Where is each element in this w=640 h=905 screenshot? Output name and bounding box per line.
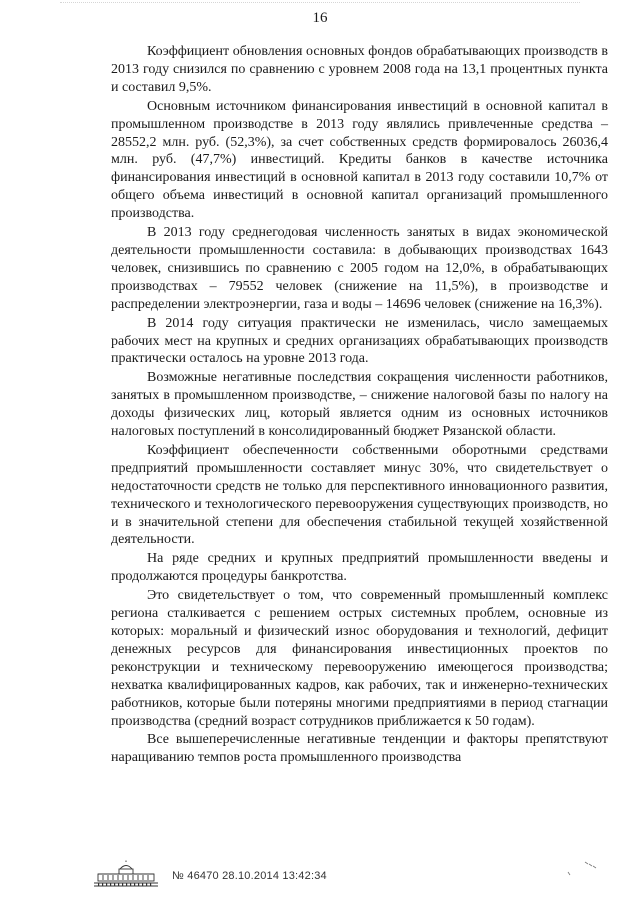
page-number: 16 (312, 10, 328, 26)
paragraph: Основным источником финансирования инвестиций в основной капитал в промышленном производстве в 2013 году являлись привлеченные средства – 28552,2 млн. руб. (52,3%), за счет собственных средств формировалось 26036,4 млн. руб. (47,7%) инвестиций. Кредиты банков в качестве источника финансирования инвестиций в основной капитал в 2013 году составили 10,7% от общего объема инвестиций в основной капитал организаций промышленного производства. (111, 98, 608, 222)
paragraph: На ряде средних и крупных предприятий промышленности введены и продолжаются процедуры банкротства. (111, 551, 608, 585)
paragraph: В 2013 году среднегодовая численность занятых в видах экономической деятельности промышленности составила: в добывающих производствах 1643 человек, снизившись по сравнению с 2005 годом на 12,0%, в обрабатывающих производствах – 79552 человек (снижение на 11,5%), в производстве и распределении электроэнергии, газа и воды – 14696 человек (снижение на 16,3%). (111, 225, 608, 312)
paragraph: Коэффициент обеспеченности собственными оборотными средствами предприятий промышленности составляет минус 30%, что свидетельствует о недостаточности средств не только для перспективного инновационного развития, технического и технологического перевооружения существующих производств, но и в значительной степени для обеспечения стабильной текущей хозяйственной деятельности. (111, 442, 608, 548)
paragraph: Возможные негативные последствия сокращения численности работников, занятых в промышленном производстве, – снижение налоговой базы по налогу на доходы физических лиц, который является одним из основных источников налоговых поступлений в консолидированный бюджет Рязанской области. (111, 370, 608, 440)
scan-edge-marks (60, 2, 580, 7)
paragraph: В 2014 году ситуация практически не изменилась, число замещаемых рабочих мест на крупных и средних организациях обрабатывающих производств практически осталось на уровне 2013 года. (111, 315, 608, 367)
paragraph: Все вышеперечисленные негативные тенденции и факторы препятствуют наращиванию темпов роста промышленного производства (111, 732, 608, 766)
registration-footer (90, 858, 327, 888)
building-stamp-icon (90, 860, 162, 888)
scan-corner-marks (565, 858, 605, 878)
registration-number: № 46470 28.10.2014 13:42:34 (172, 870, 327, 882)
document-body (111, 43, 608, 767)
paragraph: Коэффициент обновления основных фондов обрабатывающих производств в 2013 году снизился по сравнению с уровнем 2008 года на 13,1 процентных пункта и составил 9,5%. (111, 44, 608, 95)
paragraph: Это свидетельствует о том, что современный промышленный комплекс региона сталкивается с решением острых системных проблем, основные из которых: моральный и физический износ оборудования и технологий, дефицит денежных ресурсов для финансирования инвестиционных проектов по реконструкции и техническому перевооружению имеющегося производства; нехватка квалифицированных кадров, как рабочих, так и инженерно-технических работников, которые были потеряны многими предприятиями в период стагнации производства (средний возраст сотрудников приближается к 50 годам). (111, 588, 608, 729)
